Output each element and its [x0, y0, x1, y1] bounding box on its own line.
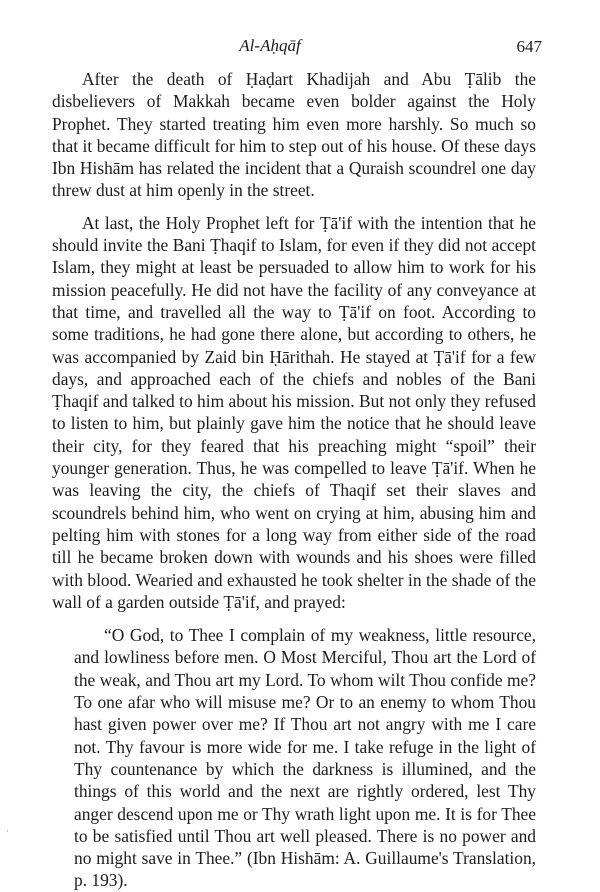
paragraph-1: After the death of Ḥaḍart Khadijah and Abu Ṭālib the disbelievers of Makkah became even bolder against the Holy Prophet. They started treating him even more harshly. So much so that it became difficult for him to step out of his house. Of these days Ibn Hishām has related the incident that a Quraish scoundrel one day threw dust at him openly in the street.: [52, 69, 536, 201]
page-number: 647: [516, 37, 542, 56]
prayer-quote: “O God, to Thee I complain of my weakness, little resource, and lowliness before men. O Most Merciful, Thou art the Lord of the weak, and Thou art my Lord. To whom wilt Thou confide me? To one afar who will misuse me? Or to an enemy to whom Thou hast given power over me? If Thou art not angry with me I care not. Thy favour is more wide for me. I take refuge in the light of Thy countenance by which the darkness is illumined, and the things of this world and the next are rightly ordered, lest Thy anger descend upon me or Thy wrath light upon me. It is for Thee to be satisfied until Thou art well pleased. There is no power and no might save in Thee.” (Ibn Hishām: A. Guillaume's Translation, p. 193).: [74, 625, 536, 891]
paragraph-2: At last, the Holy Prophet left for Ṭā'if with the intention that he should invite the Bani Ṭhaqif to Islam, for even if they did not accept Islam, they might at least be persuaded to allow him to work for his mission peacefully. He did not have the facility of any conveyance at that time, and travelled all the way to Ṭā'if on foot. According to some traditions, he had gone there alone, but according to others, he was accompanied by Zaid bin Ḥārithah. He stayed at Ṭā'if for a few days, and approached each of the chiefs and nobles of the Bani Ṭhaqif and talked to him about his mission. But not only they refused to listen to him, but plainly gave him the notice that he should leave their city, for they feared that his preaching might “spoil” their younger generation. Thus, he was compelled to leave Ṭā'if. When he was leaving the city, the chiefs of Thaqif set their slaves and scoundrels behind him, who went on crying at him, abusing him and pelting him with stones for a long way from either side of the road till he became broken down with wounds and his shoes were filled with blood. Wearied and exhausted he took shelter in the shade of the wall of a garden outside Ṭā'if, and prayed:: [52, 212, 536, 612]
running-header-title: Al-Aḥqāf: [239, 36, 301, 55]
margin-speck: ·: [6, 826, 9, 836]
body-text: [52, 68, 536, 892]
